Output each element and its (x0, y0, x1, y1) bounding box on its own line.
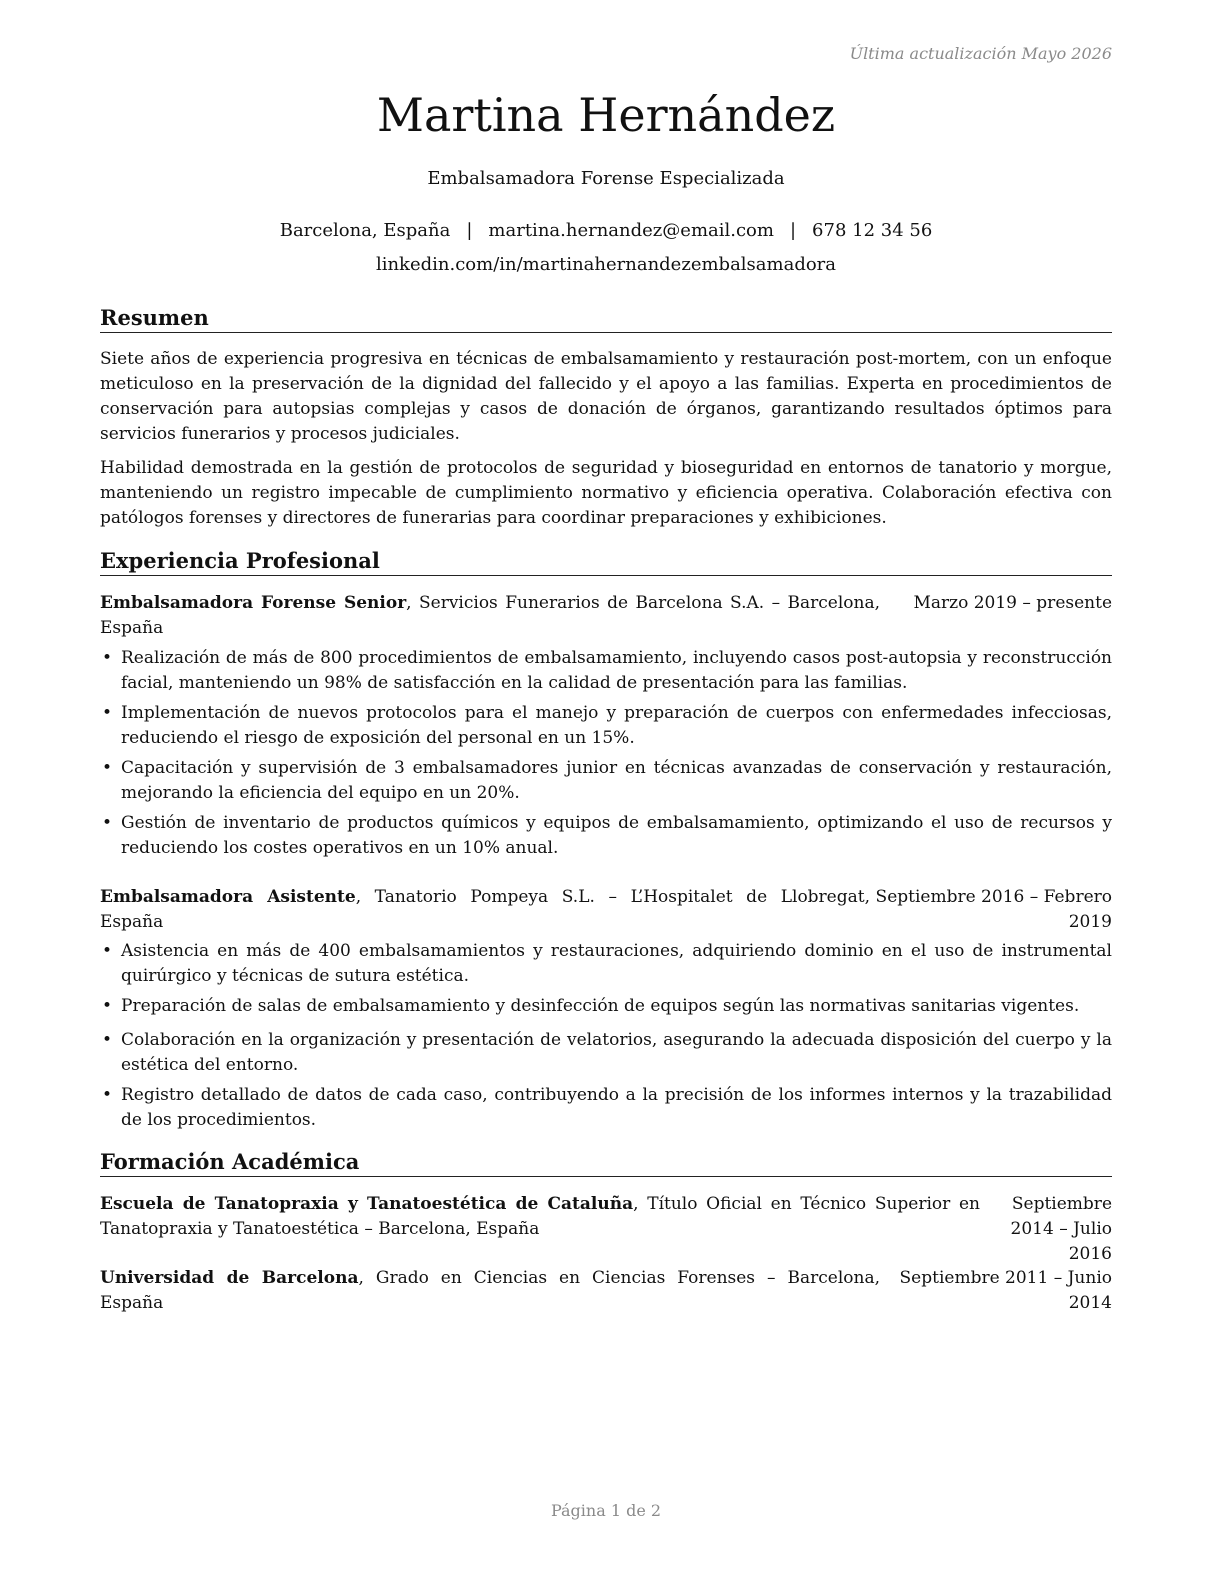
education-dates: Septiembre 2014 – Julio 2016 (1010, 1194, 1112, 1264)
candidate-name: Martina Hernández (376, 88, 836, 142)
location: Barcelona, España (279, 220, 451, 241)
job-header (100, 885, 1112, 935)
job-title: Embalsamadora Forense Especializada (427, 168, 785, 189)
separator: | (789, 220, 797, 241)
education-dates: Septiembre 2011 – Junio 2014 (899, 1268, 1112, 1313)
summary-paragraph: Habilidad demostrada en la gestión de protocolos de seguridad y bioseguridad en entornos de tanatorio y morgue, manteniendo un registro impecable de cumplimiento normativo y eficiencia operativa. Colaboración efectiva con patólogos forenses y directores de funerarias para coordinar preparaciones y exhibiciones. (100, 458, 1112, 528)
list-item: • Asistencia en más de 400 embalsamamientos y restauraciones, adquiriendo dominio en el uso de instrumental quirúrgico y técnicas de sutura estética. (100, 939, 1112, 989)
job-bullets (100, 939, 1112, 1138)
resume-page (100, 0, 1112, 1584)
page-number: Página 1 de 2 (550, 1501, 662, 1520)
job-dates: Septiembre 2016 – Febrero 2019 (875, 887, 1112, 932)
degree: , Título Oficial en Técnico Superior en Tanatopraxia y Tanatoestética – Barcelona, España (100, 1194, 980, 1239)
school-name: Universidad de Barcelona (100, 1268, 359, 1288)
education-title-line (100, 1192, 980, 1242)
contact-line (100, 220, 1112, 241)
linkedin-link[interactable]: linkedin.com/in/martinahernandezembalsamadora (375, 254, 837, 275)
education-title-line (100, 1266, 880, 1316)
list-item: • Registro detallado de datos de cada caso, contribuyendo a la precisión de los informes internos y la trazabilidad de los procedimientos. (100, 1083, 1112, 1133)
list-item: • Colaboración en la organización y presentación de velatorios, asegurando la adecuada disposición del cuerpo y la estética del entorno. (100, 1028, 1112, 1078)
job-dates: Marzo 2019 – presente (913, 593, 1112, 613)
education-item (100, 1192, 1112, 1267)
section-title-summary: Resumen (100, 305, 1112, 333)
list-item: • Realización de más de 800 procedimientos de embalsamamiento, incluyendo casos post-autopsia y reconstrucción facial, manteniendo un 98% de satisfacción en la calidad de presentación para las familias. (100, 646, 1112, 696)
job-org: , Tanatorio Pompeya S.L. – L’Hospitalet de Llobregat, España (100, 887, 870, 932)
list-item: • Implementación de nuevos protocolos para el manejo y preparación de cuerpos con enfermedades infecciosas, reduciendo el riesgo de exposición del personal en un 15%. (100, 701, 1112, 751)
last-updated: Última actualización Mayo 2026 (849, 44, 1112, 63)
list-item: • Preparación de salas de embalsamamiento y desinfección de equipos según las normativas sanitarias vigentes. (100, 994, 1112, 1019)
list-item: • Gestión de inventario de productos químicos y equipos de embalsamamiento, optimizando el uso de recursos y reduciendo los costes operativos en un 10% anual. (100, 811, 1112, 861)
email-link[interactable]: martina.hernandez@email.com (488, 220, 774, 241)
school-name: Escuela de Tanatopraxia y Tanatoestética de Cataluña (100, 1194, 634, 1214)
education-item (100, 1266, 1112, 1316)
job-bullets (100, 646, 1112, 866)
job-role: Embalsamadora Forense Senior (100, 593, 407, 613)
degree: , Grado en Ciencias en Ciencias Forenses – Barcelona, España (100, 1268, 880, 1313)
job-title-line (100, 885, 870, 935)
job-header (100, 591, 1112, 641)
separator: | (466, 220, 473, 241)
summary-paragraph: Siete años de experiencia progresiva en técnicas de embalsamamiento y restauración post-mortem, con un enfoque meticuloso en la preservación de la dignidad del fallecido y el apoyo a las familias. Experta en procedimientos de conservación para autopsias complejas y casos de donación de órganos, garantizando resultados óptimos para servicios funerarios y procesos judiciales. (100, 349, 1112, 444)
list-item: • Capacitación y supervisión de 3 embalsamadores junior en técnicas avanzadas de conservación y restauración, mejorando la eficiencia del equipo en un 20%. (100, 756, 1112, 806)
phone: 678 12 34 56 (812, 220, 933, 241)
job-role: Embalsamadora Asistente (100, 887, 356, 907)
section-title-experience: Experiencia Profesional (100, 548, 1112, 576)
job-org: , Servicios Funerarios de Barcelona S.A. – Barcelona, España (100, 593, 880, 638)
section-title-education: Formación Académica (100, 1149, 1112, 1177)
job-title-line (100, 591, 880, 641)
